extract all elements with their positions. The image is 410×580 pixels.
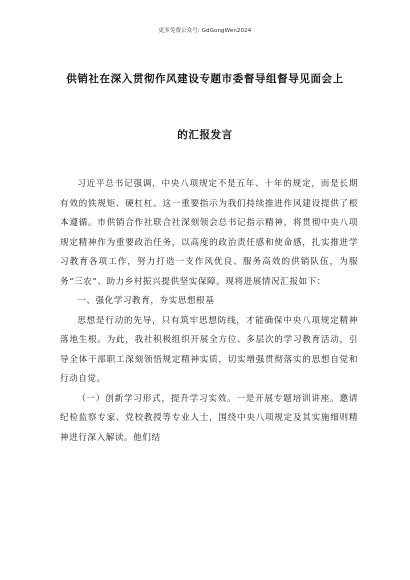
header-note: 更多免费公众号: GdGongWen2024 <box>158 28 252 34</box>
body-paragraph-intro: 习近平总书记强调，中央八项规定不是五年、十年的规定，而是长期有效的铁规矩、硬杠杠。这一重要指示为我们持续推进作风建设提供了根本遵循。市供销合作社联合社深刻领会总书记指示精神，将贯彻中央八项规定精神作为重要政治任务，以高度的政治责任感和使命感，扎实推进学习教育各项工作，努力打造一支作风优良、服务高效的供销队伍，为服务“三农”、助力乡村振兴提供坚实保障。现将进展情况汇报如下： <box>60 179 358 287</box>
document-body <box>60 175 358 448</box>
section-heading-1: 一、强化学习教育，夯实思想根基 <box>77 296 215 306</box>
document-title-line-2: 的汇报发言 <box>177 129 233 141</box>
body-paragraph-subsection-1: （一）创新学习形式，提升学习实效。一是开展专题培训讲座。邀请纪检监察专家、党校教授等专业人士，围绕中央八项规定及其实施细则精神进行深入解读。他们结 <box>60 393 358 443</box>
body-paragraph-section-1: 思想是行动的先导，只有筑牢思想防线，才能确保中央八项规定精神落地生根。为此，我社积极组织开展全方位、多层次的学习教育活动，引导全体干部职工深刻领悟规定精神实质，切实增强贯彻落实的思想自觉和行动自觉。 <box>60 315 358 384</box>
document-title-line-1: 供销社在深入贯彻作风建设专题市委督导组督导见面会上 <box>66 73 344 85</box>
